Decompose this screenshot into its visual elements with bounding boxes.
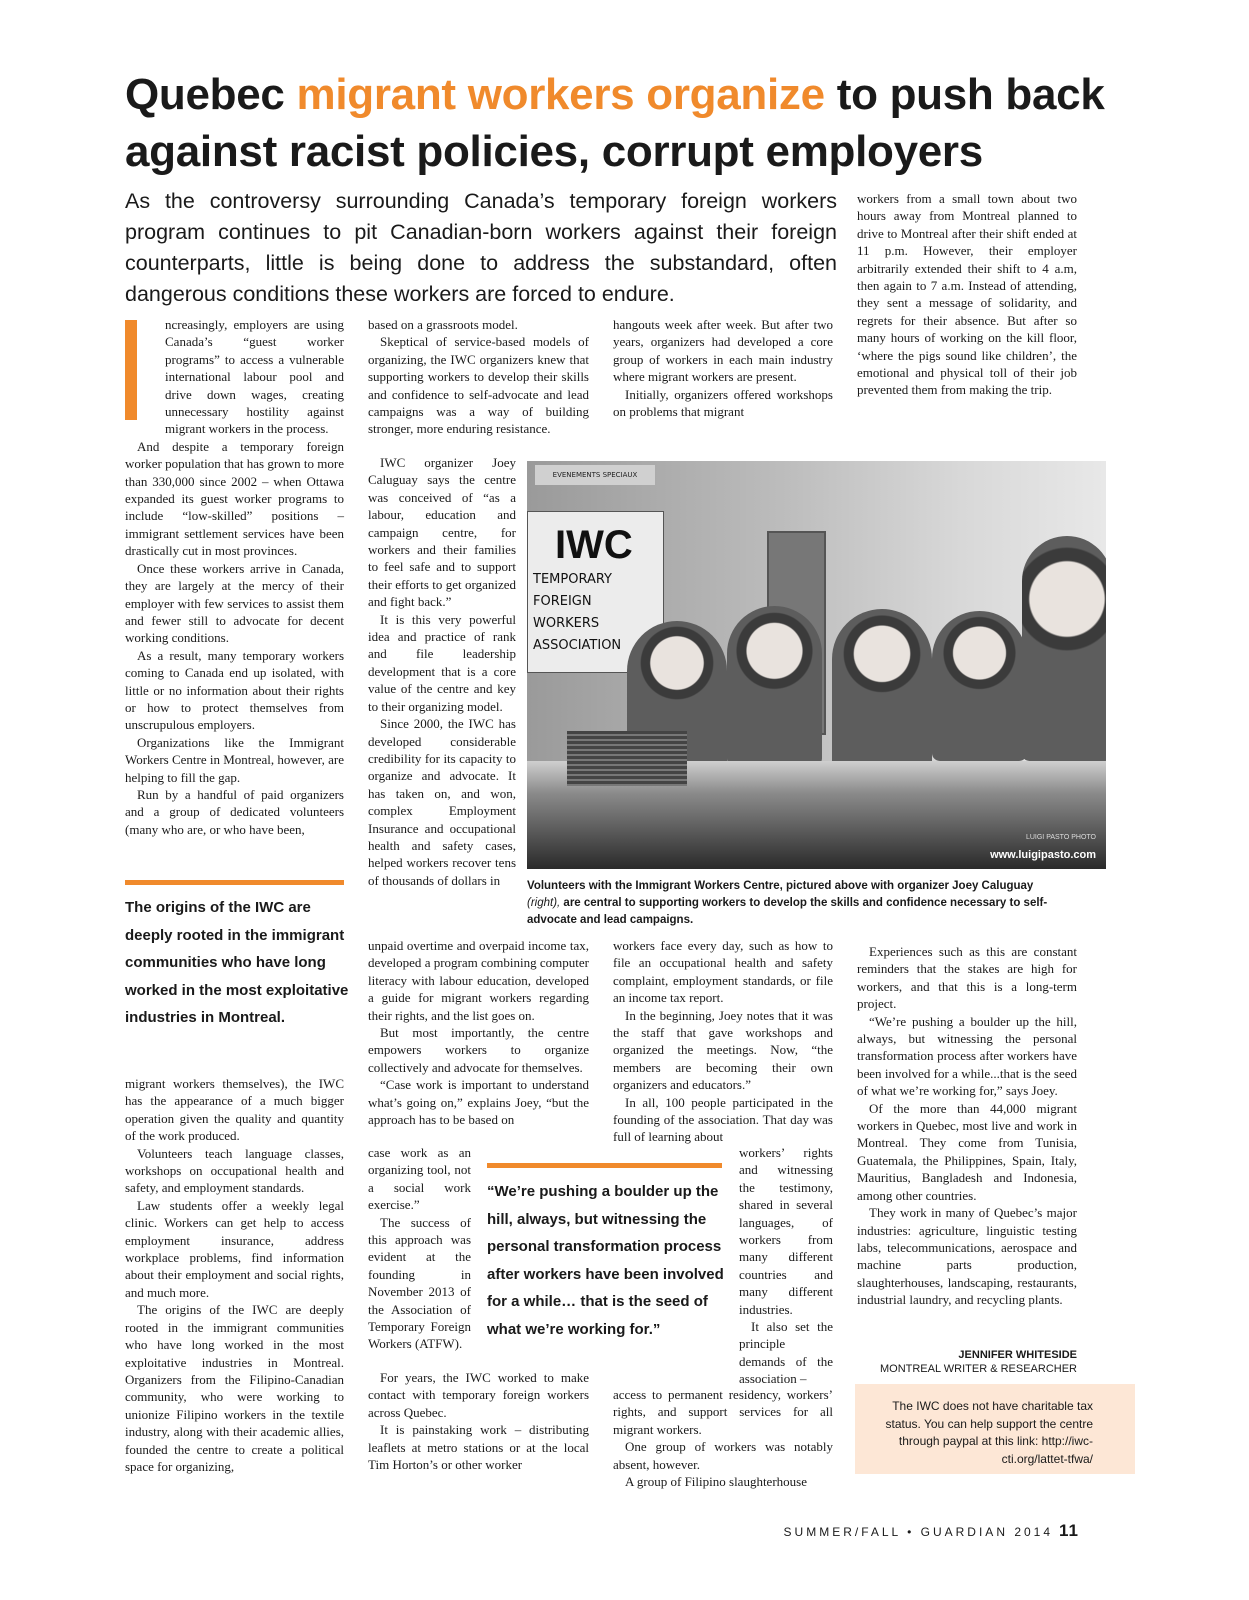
paragraph: unpaid overtime and overpaid income tax, developed a program combining computer literacy with labour education, developed a guide for migrant workers regarding their rights, and the list goes on. — [368, 938, 589, 1023]
paragraph: case work as an organizing tool, not a social work exercise.” — [368, 1145, 471, 1213]
headline — [125, 66, 1125, 180]
paragraph: They work in many of Quebec’s major industries: agriculture, linguistic testing labs, telecommunications, aerospace and machine parts production, slaughterhouses, landscaping, restaurants, industrial laundry, and recycling plants. — [857, 1205, 1077, 1308]
column-3-narrow — [739, 1144, 833, 1388]
paragraph: Once these workers arrive in Canada, they are largely at the mercy of their employer with few services to assist them and fewer still to advocate for decent working conditions. — [125, 560, 344, 646]
paragraph: But most importantly, the centre empowers workers to organize collectively and advocate for themselves. — [368, 1025, 589, 1075]
byline-title: MONTREAL WRITER & RESEARCHER — [879, 1363, 1077, 1375]
page-number: 11 — [1059, 1521, 1079, 1540]
paragraph: hangouts week after week. But after two years, organizers had developed a core group of workers in each main industry where migrant workers are present. — [613, 317, 833, 385]
paragraph: It is painstaking work – distributing leaflets at metro stations or at the local Tim Horton’s or other worker — [368, 1422, 589, 1473]
article-deck: As the controversy surrounding Canada’s temporary foreign workers program continues to pit Canadian-born workers against their foreign counterparts, little is being done to address the substandard, often dangerous conditions these workers are forced to endure. — [125, 189, 837, 306]
paragraph: “Case work is important to understand what’s going on,” explains Joey, “but the approach has to be based on — [368, 1077, 589, 1128]
paragraph: Organizations like the Immigrant Workers Centre in Montreal, however, are helping to fill the gap. — [125, 734, 344, 785]
paragraph: A group of Filipino slaughterhouse — [625, 1474, 807, 1490]
column-1-top — [125, 316, 344, 838]
paragraph: In all, 100 people participated in the founding of the association. That day was full of learning about — [613, 1094, 833, 1145]
column-3-bottom — [613, 1386, 833, 1490]
paragraph: The success of this approach was evident at the founding in November 2013 of the Association of Temporary Foreign Workers (ATFW). — [368, 1214, 471, 1352]
column-2-wide — [368, 937, 589, 1128]
pullquote-rule — [125, 880, 344, 885]
drop-cap-block — [125, 316, 344, 438]
column-3-top — [613, 316, 833, 420]
headline-part2: to push back against racist policies, corrupt employers — [125, 70, 1105, 176]
pullquote-rule — [487, 1163, 722, 1168]
byline-name: JENNIFER WHITESIDE — [958, 1349, 1077, 1361]
column-3-mid — [613, 937, 833, 1146]
paragraph: One group of workers was notably absent, however. — [613, 1439, 833, 1472]
caption-text: are central to supporting workers to develop the skills and confidence necessary to self-advocate and lead campaigns. — [527, 897, 1048, 926]
paragraph: Initially, organizers offered workshops on problems that migrant — [613, 386, 833, 420]
photo-credit-label: LUIGI PASTO PHOTO — [1025, 834, 1096, 841]
paragraph: Of the more than 44,000 migrant workers in Quebec, most live and work in Montreal. They come from Tunisia, Guatemala, the Philippines, Spain, Italy, Mauritius, Bangladesh and Indonesia, among other countries. — [857, 1100, 1077, 1203]
footer-text: SUMMER/FALL • GUARDIAN 2014 — [783, 1525, 1054, 1539]
paragraph: It also set the principle demands of the association – — [739, 1319, 833, 1387]
photo-caption — [527, 878, 1067, 929]
paragraph: Since 2000, the IWC has developed considerable credibility for its capacity to organize and advocate. It has taken on, and won, complex Employment Insurance and occupational health and safety cases, helped workers recover tens of thousands of dollars in — [368, 716, 516, 888]
paragraph: “We’re pushing a boulder up the hill, always, but witnessing the personal transformation process after workers have been involved for a while...that is the seed of what we’re working for,” says Joey. — [857, 1013, 1077, 1099]
paragraph: Experiences such as this are constant reminders that the stakes are high for workers, and that this is a long-term project. — [857, 944, 1077, 1012]
byline — [857, 1348, 1077, 1376]
iwc-sign-subtitle: TEMPORARY FOREIGN WORKERS ASSOCIATION — [533, 572, 622, 653]
paragraph: workers from a small town about two hours away from Montreal planned to drive to Montreal after their shift ended at 11 p.m. However, their employer arbitrarily extended their shift to 4 a.m, then again to 7 a.m. Instead of attending, they sent a message of solidarity, and regrets for their absence. But after so many hours of working on the kill floor, ‘where the pigs sound like children’, the emotional and physical toll of their job prevented them from making the trip. — [857, 191, 1077, 398]
column-4-bottom — [857, 943, 1077, 1309]
paragraph: migrant workers themselves), the IWC has the appearance of a much bigger operation given the quality and quantity of the work produced. — [125, 1076, 344, 1144]
paragraph: The origins of the IWC are deeply rooted in the immigrant communities who have long worked in the most exploitative industries in Montreal. Organizers from the Filipino-Canadian community, who were working to unionize Filipino workers in the textile industry, along with their academic allies, founded the centre to create a political space for organizing, — [125, 1302, 344, 1474]
column-1-bottom — [125, 1075, 344, 1475]
paragraph: For years, the IWC worked to make contact with temporary foreign workers across Quebec. — [368, 1370, 589, 1420]
iwc-sign-logo: IWC — [555, 523, 633, 567]
paragraph: It is this very powerful idea and practice of rank and file leadership development that is a core value of the centre and key to their organizing model. — [368, 611, 516, 714]
paragraph: workers face every day, such as how to file an occupational health and safety complaint, employment standards, or file an income tax report. — [613, 938, 833, 1006]
photo-person — [1022, 536, 1106, 761]
photo-folder-stack — [567, 731, 687, 786]
paragraph: IWC organizer Joey Caluguay says the centre was conceived of “as a labour, education and campaign centre, for workers and their families to feel safe and to support their efforts to get organized and fight back.” — [368, 455, 516, 610]
paragraph: And despite a temporary foreign worker population that has grown to more than 330,000 since 2002 – when Ottawa expanded its guest worker programs to include “low-skilled” positions – immigrant settlement services have been drastically cut in most provinces. — [125, 438, 344, 559]
paragraph: Skeptical of service-based models of organizing, the IWC organizers knew that supporting workers to develop their skills and confidence to self-advocate and lead campaigns was a way of building stronger, more enduring resistance. — [368, 334, 589, 437]
paragraph: Law students offer a weekly legal clinic. Workers can get help to access employment insurance, address workplace problems, find information about their employment and social rights, and much more. — [125, 1197, 344, 1300]
paragraph: based on a grassroots model. — [368, 317, 518, 332]
page-footer — [784, 1521, 1079, 1541]
pullquote-origins: The origins of the IWC are deeply rooted in the immigrant communities who have long worked in the most exploitative industries in Montreal. — [125, 899, 349, 1026]
photo-person — [932, 611, 1027, 761]
photo-person — [727, 606, 822, 766]
paragraph: ncreasingly, employers are using Canada’s “guest worker programs” to access a vulnerable international labour pool and drive down wages, creating unnecessary hostility against migrant workers in the process. — [165, 317, 344, 437]
article-photo — [527, 461, 1106, 869]
photo-credit-url: www.luigipasto.com — [990, 849, 1096, 861]
headline-part1: Quebec — [125, 70, 297, 119]
column-2-narrow — [368, 454, 516, 889]
paragraph: Volunteers teach language classes, workshops on occupational health and safety, and employment standards. — [125, 1145, 344, 1196]
column-4-top — [857, 190, 1077, 399]
paragraph: workers’ rights and witnessing the testimony, shared in several languages, of workers from many different countries and many different industries. — [739, 1145, 833, 1317]
paragraph: access to permanent residency, workers’ rights, and support services for all migrant workers. — [613, 1387, 833, 1437]
column-2-top — [368, 316, 589, 438]
paragraph: As a result, many temporary workers coming to Canada end up isolated, with little or no information about their rights or how to protect themselves from unscrupulous employers. — [125, 647, 344, 733]
donate-box — [855, 1384, 1135, 1474]
headline-highlight: migrant workers organize — [296, 70, 825, 119]
donate-text: The IWC does not have charitable tax status. You can help support the centre through paypal at this link: http://iwc-cti.org/lattet-tfwa/ — [885, 1399, 1093, 1466]
drop-cap-bar — [125, 320, 137, 420]
column-2-narrow-2 — [368, 1144, 471, 1353]
paragraph: In the beginning, Joey notes that it was the staff that gave workshops and organized the meetings. Now, “the members are becoming their own organizers and educators.” — [613, 1007, 833, 1093]
caption-italic: (right), — [527, 897, 561, 909]
photo-person — [832, 609, 932, 769]
column-2-bottom — [368, 1369, 589, 1473]
paragraph: Run by a handful of paid organizers and a group of dedicated volunteers (many who are, or who have been, — [125, 786, 344, 837]
photo-banner: EVENEMENTS SPECIAUX — [535, 465, 655, 485]
pullquote-boulder: “We’re pushing a boulder up the hill, always, but witnessing the personal transformation process after workers have been involved for a while… that is the seed of what we’re working for.” — [487, 1183, 724, 1338]
caption-text: Volunteers with the Immigrant Workers Centre, pictured above with organizer Joey Caluguay — [527, 880, 1034, 892]
